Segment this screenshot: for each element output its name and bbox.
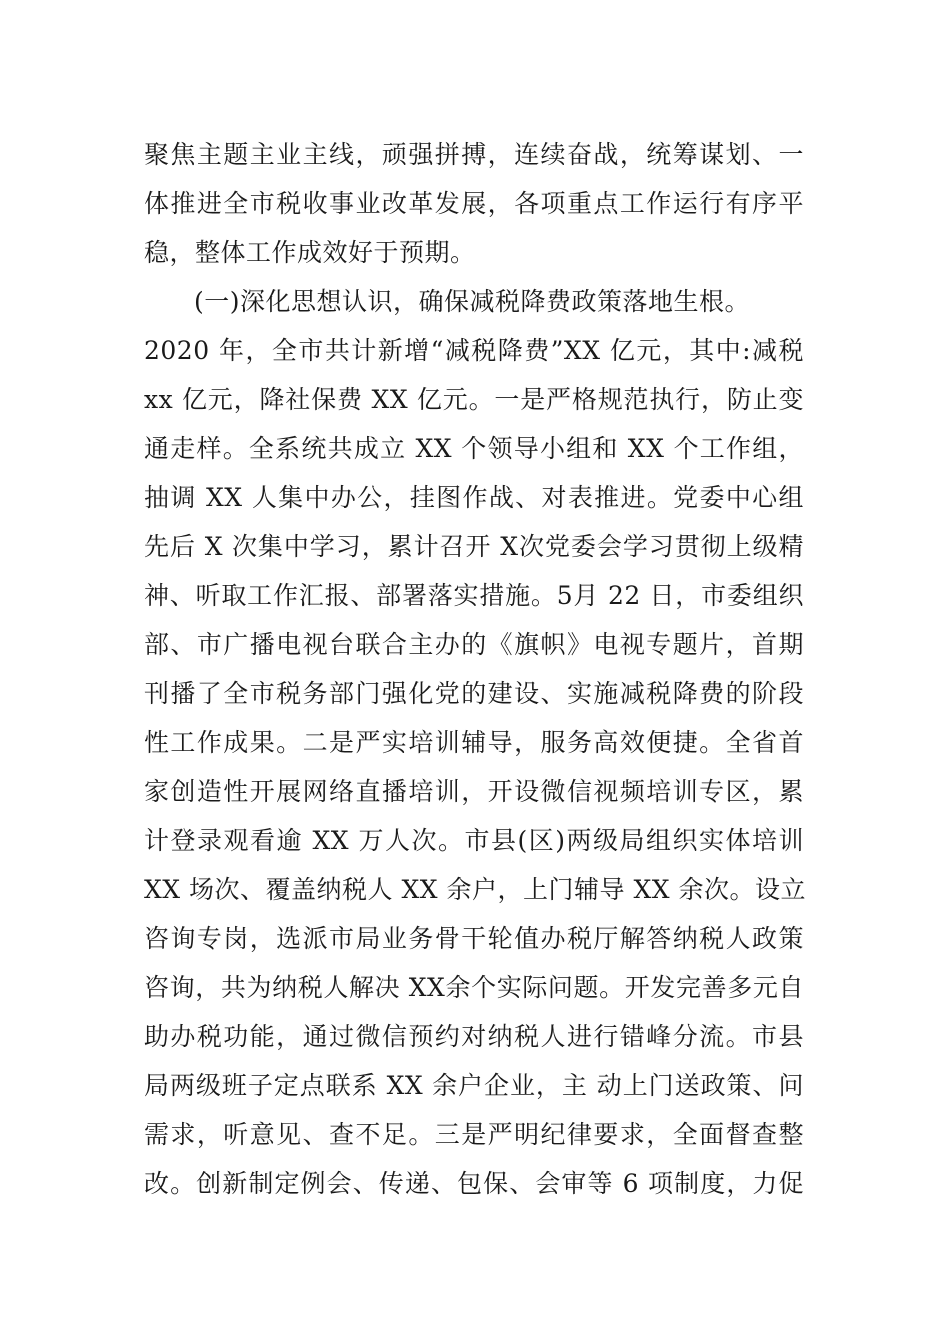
- text-line: 局两级班子定点联系 XX 余户企业，主 动上门送政策、问: [144, 1071, 804, 1100]
- text-line: 通走样。全系统共成立 XX 个领导小组和 XX 个工作组，: [144, 434, 804, 463]
- text-line: 先后 X 次集中学习，累计召开 X次党委会学习贯彻上级精: [144, 532, 804, 561]
- text-line: 2020 年，全市共计新增“减税降费”XX 亿元，其中:减税: [144, 336, 804, 365]
- text-line: 部、市广播电视台联合主办的《旗帜》电视专题片，首期: [144, 630, 804, 659]
- text-line: 咨询专岗，选派市局业务骨干轮值办税厅解答纳税人政策: [144, 924, 804, 953]
- text-line: 体推进全市税收事业改革发展，各项重点工作运行有序平: [144, 189, 804, 218]
- text-line: XX 场次、覆盖纳税人 XX 余户，上门辅导 XX 余次。设立: [144, 875, 807, 904]
- text-line: 神、听取工作汇报、部署落实措施。5月 22 日，市委组织: [144, 581, 804, 610]
- text-line: 需求，听意见、查不足。三是严明纪律要求，全面督查整: [144, 1120, 804, 1149]
- body-text: [144, 130, 807, 1208]
- text-line: 咨询，共为纳税人解决 XX余个实际问题。开发完善多元自: [144, 973, 804, 1002]
- text-line: 性工作成果。二是严实培训辅导，服务高效便捷。全省首: [144, 728, 804, 757]
- text-line: 抽调 XX 人集中办公，挂图作战、对表推进。党委中心组: [144, 483, 804, 512]
- text-line: 刊播了全市税务部门强化党的建设、实施减税降费的阶段: [144, 679, 804, 708]
- text-line: 改。创新制定例会、传递、包保、会审等 6 项制度，力促: [144, 1169, 804, 1198]
- text-line: 家创造性开展网络直播培训，开设微信视频培训专区，累: [144, 777, 804, 806]
- text-line: xx 亿元，降社保费 XX 亿元。一是严格规范执行，防止变: [144, 385, 804, 414]
- text-line: 计登录观看逾 XX 万人次。市县(区)两级局组织实体培训: [144, 826, 804, 855]
- text-line: 聚焦主题主业主线，顽强拼搏，连续奋战，统筹谋划、一: [144, 140, 804, 169]
- text-line: 稳，整体工作成效好于预期。: [144, 238, 476, 267]
- section-heading-line: (一)深化思想认识，确保减税降费政策落地生根。: [194, 287, 751, 316]
- text-line: 助办税功能，通过微信预约对纳税人进行错峰分流。市县: [144, 1022, 804, 1051]
